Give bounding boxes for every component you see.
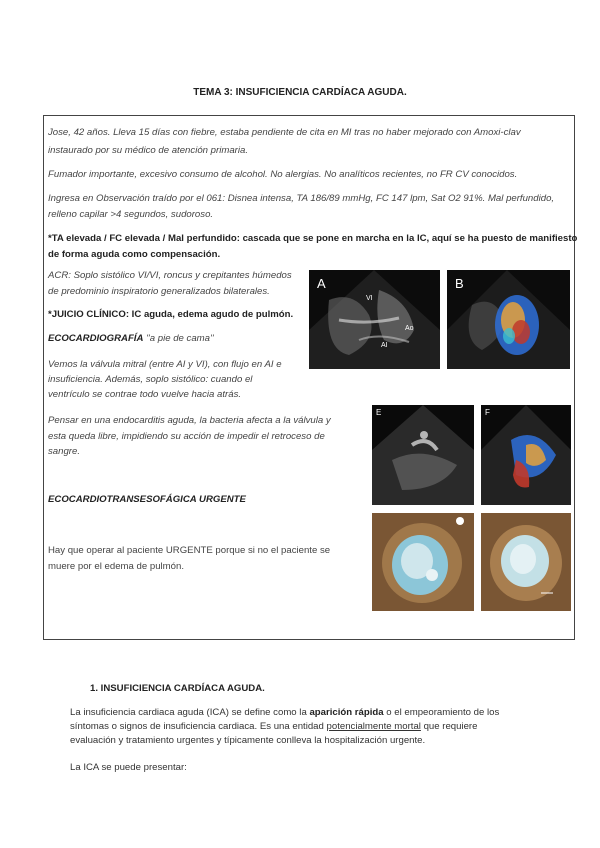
case-paragraph-2: Fumador importante, excesivo consumo de alcohol. No alergias. No analíticos recientes, no FR CV conocidos. [48, 169, 518, 180]
acr-line-1: ACR: Soplo sistólico VI/VI, roncus y crepitantes húmedos [48, 270, 292, 281]
section-1-line-2-c: que requiere [420, 721, 478, 732]
valve-line-1: Vemos la válvula mitral (entre AI y VI), con flujo en AI e [48, 359, 282, 370]
section-1-line-1 [70, 706, 540, 721]
valve-line-3: ventrículo se contrae todo vuelve hacia atrás. [48, 389, 242, 400]
echo-a-label: A [317, 276, 326, 291]
urgent-line-2: muere por el edema de pulmón. [48, 561, 184, 572]
echo-a-ai-label: AI [381, 342, 388, 349]
echo-a-vi-label: VI [366, 295, 373, 302]
case-paragraph-3-line-1: Ingresa en Observación traído por el 061: Disnea intensa, TA 186/89 mmHg, FC 147 lpm, Sat O2 91%. Mal perfundido, [48, 193, 555, 204]
case-paragraph-3-line-2: relleno capilar >4 segundos, sudoroso. [48, 209, 214, 220]
tee-e-label: E [376, 408, 382, 417]
tee-3d-image-right [481, 513, 571, 611]
juicio-clinico: *JUICIO CLÍNICO: IC aguda, edema agudo de pulmón. [48, 309, 294, 320]
valve-line-2: insuficiencia. Además, soplo sistólico: cuando el [48, 374, 253, 385]
endo-line-2: esta queda libre, impidiendo su acción de impedir el retroceso de [48, 431, 325, 442]
section-1-heading: 1. INSUFICIENCIA CARDÍACA AGUDA. [90, 683, 265, 694]
echo-b-label: B [455, 276, 464, 291]
page-title: TEMA 3: INSUFICIENCIA CARDÍACA AGUDA. [193, 87, 407, 98]
tee-image-e [372, 405, 474, 505]
section-1-highlight-mortal: potencialmente mortal [326, 721, 421, 732]
tee-3d-image-left [372, 513, 474, 611]
case-note-line-2: de forma aguda como compensación. [48, 249, 221, 260]
echo-image-a [309, 270, 440, 369]
echo-image-b [447, 270, 570, 369]
endo-line-3: sangre. [48, 446, 80, 457]
acr-line-2: de predominio inspiratorio generalizados bilaterales. [48, 286, 270, 297]
eco-heading [48, 331, 214, 347]
eco-subtitle: ''a pie de cama'' [146, 333, 214, 344]
case-paragraph-1-line-1: Jose, 42 años. Lleva 15 días con fiebre, estaba pendiente de cita en MI tras no haber mejorado con Amoxi-clav [48, 127, 521, 138]
tee-f-label: F [485, 408, 490, 417]
eco-title: ECOCARDIOGRAFÍA [48, 333, 144, 344]
echo-a-ao-label: Ao [405, 325, 414, 332]
section-1-line-1-c: o el empeoramiento de los [383, 707, 500, 718]
section-1-line-2-a: síntomas o signos de insuficiencia cardiaca. Es una entidad [70, 721, 327, 732]
section-1-line-4: La ICA se puede presentar: [70, 762, 187, 773]
section-1-line-2 [70, 720, 540, 735]
section-1-line-3: evaluación y tratamiento urgentes y típicamente conlleva la hospitalización urgente. [70, 735, 426, 746]
ete-heading: ECOCARDIOTRANSESOFÁGICA URGENTE [48, 494, 246, 505]
endo-line-1: Pensar en una endocarditis aguda, la bacteria afecta a la válvula y [48, 415, 331, 426]
section-1-highlight-aparicion: aparición rápida [309, 707, 384, 718]
case-note-line-1: *TA elevada / FC elevada / Mal perfundido: cascada que se pone en marcha en la IC, aquí se ha puesto de manifiesto [48, 233, 578, 244]
section-1-line-1-a: La insuficiencia cardiaca aguda (ICA) se define como la [70, 707, 310, 718]
case-paragraph-1-line-2: instaurado por su médico de atención primaria. [48, 145, 248, 156]
tee-image-f [481, 405, 571, 505]
urgent-line-1: Hay que operar al paciente URGENTE porque si no el paciente se [48, 545, 331, 556]
